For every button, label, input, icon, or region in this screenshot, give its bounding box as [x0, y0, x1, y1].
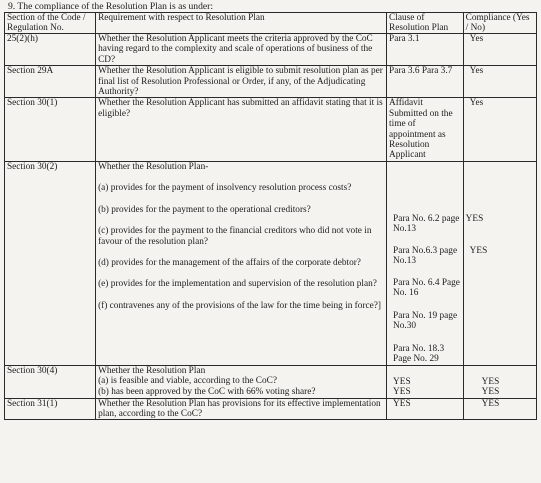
- page-heading: 9. The compliance of the Resolution Plan is as under:: [8, 1, 213, 12]
- row-section: Section 30(2): [5, 161, 96, 365]
- row-requirement: Whether the Resolution Plan has provisions for its effective implementation plan, according to the CoC?: [96, 398, 387, 420]
- row-requirement: Whether the Resolution Applicant is eligible to submit resolution plan as per final list of Resolution Professional or Order, if any, of the Adjudicating Authority?: [96, 66, 387, 98]
- row-section: Section 30(1): [5, 98, 96, 161]
- requirement-sub-f: (f) contravenes any of the provisions of the law for the time being in force?]: [98, 300, 382, 311]
- compliance-line-a: YES: [481, 376, 500, 387]
- requirement-sub-e: (e) provides for the implementation and supervision of the resolution plan?: [98, 279, 377, 290]
- table-row: [5, 98, 537, 161]
- row-clause: [387, 161, 464, 365]
- requirement-intro: Whether the Resolution Plan-: [98, 161, 209, 172]
- clause-line-b: YES: [393, 387, 411, 398]
- row-section: Section 29A: [5, 66, 96, 98]
- row-section: Section 31(1): [5, 398, 96, 420]
- clause-sub-b: Para No.6.3 page No.13: [393, 245, 458, 267]
- clause-sub-c: Para No. 6.4 Page No. 16: [393, 277, 460, 299]
- requirement-sub-c: (c) provides for the payment to the financial creditors who did not vote in favour of the resolution plan?: [98, 226, 372, 247]
- clause-sub-a: Para No. 6.2 page No.13: [393, 213, 460, 235]
- row-section: Section 30(4): [5, 365, 96, 398]
- row-compliance: Yes: [463, 34, 536, 66]
- compliance-table: [4, 12, 537, 420]
- row-requirement: Whether the Resolution Applicant meets the criteria approved by the CoC having regard to the complexity and scale of operations of business of the CD?: [96, 34, 387, 66]
- row-compliance: Yes: [463, 66, 536, 98]
- requirement-line-a: (a) is feasible and viable, according to the CoC?: [98, 376, 277, 387]
- row-compliance: YES: [463, 398, 536, 420]
- header-section: Section of the Code / Regulation No.: [5, 13, 96, 34]
- table-header-row: [5, 13, 537, 34]
- row-clause: Affidavit Submitted on the time of appointment as Resolution Applicant: [387, 98, 464, 161]
- row-clause: [387, 365, 464, 398]
- requirement-line-b: (b) has been approved by the CoC with 66% voting share?: [98, 386, 316, 397]
- compliance-line-b: YES: [481, 387, 500, 398]
- row-clause: YES: [387, 398, 464, 420]
- clause-sub-e: Para No. 18.3 Page No. 29: [393, 343, 445, 365]
- requirement-sub-b: (b) provides for the payment to the operational creditors?: [98, 204, 311, 215]
- row-clause: Para 3.6 Para 3.7: [387, 66, 464, 98]
- row-requirement: [96, 365, 387, 398]
- table-row: [5, 34, 537, 66]
- requirement-sub-a: (a) provides for the payment of insolvency resolution process costs?: [98, 183, 352, 194]
- requirement-sub-d: (d) provides for the management of the affairs of the corporate debtor?: [98, 257, 361, 268]
- row-requirement: [96, 161, 387, 365]
- header-compliance: Compliance (Yes / No): [463, 13, 536, 34]
- row-compliance: [463, 365, 536, 398]
- table-row: [5, 161, 537, 365]
- compliance-sub-a: YES: [465, 213, 484, 224]
- row-compliance: Yes: [463, 98, 536, 161]
- table-row: [5, 398, 537, 420]
- table-row: [5, 66, 537, 98]
- clause-sub-d: Para No. 19 page No.30: [393, 310, 458, 332]
- row-compliance: [463, 161, 536, 365]
- row-section: 25(2)(h): [5, 34, 96, 66]
- header-requirement: Requirement with respect to Resolution Plan: [96, 13, 387, 34]
- clause-line-a: YES: [393, 376, 411, 387]
- row-clause: Para 3.1: [387, 34, 464, 66]
- compliance-sub-b: YES: [469, 245, 488, 256]
- header-clause: Clause of Resolution Plan: [387, 13, 464, 34]
- requirement-intro: Whether the Resolution Plan: [98, 365, 206, 376]
- table-row: [5, 365, 537, 398]
- row-requirement: Whether the Resolution Applicant has submitted an affidavit stating that it is eligible?: [96, 98, 387, 161]
